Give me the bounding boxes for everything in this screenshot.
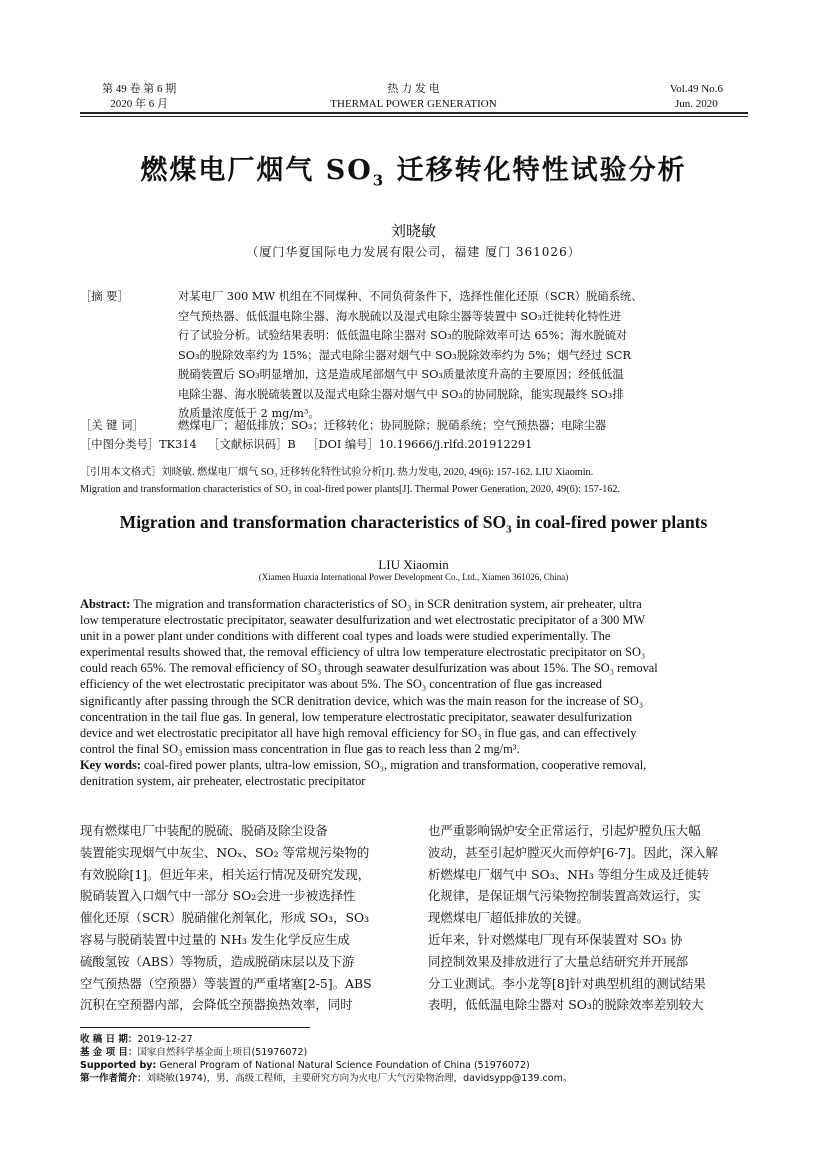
- journal-name-en: THERMAL POWER GENERATION: [330, 98, 497, 110]
- classification-line: [80, 435, 532, 455]
- page-title: [0, 148, 827, 189]
- abstract-en-line: could reach 65%. The removal efficiency of SO₃ through seawater desulfurization was about 15%. The SO₃ removal: [80, 661, 658, 676]
- body-line: 也严重影响锅炉安全正常运行，引起炉膛负压大幅: [428, 823, 701, 838]
- doc-code-label: ［文献标识码］: [208, 438, 288, 451]
- abstract-en-line: significantly after passing through the SCR denitration device, which was the main reason for the increase of SO₃: [80, 693, 644, 708]
- author-cn: 刘晓敏: [390, 222, 436, 240]
- abstract-en-line: low temperature electrostatic precipitator, seawater desulfurization and wet electrostatic precipitator of a 300 MW: [80, 613, 646, 628]
- abstract-cn-line: 脱硝装置后 SO₃明显增加，这是造成尾部烟气中 SO₃质量浓度升高的主要原因；经低低温: [178, 368, 624, 381]
- issue-date-cn: 2020 年 6 月: [110, 98, 168, 110]
- title-text: 燃煤电厂烟气 SO: [140, 155, 373, 186]
- english-affiliation: (Xiamen Huaxia International Power Development Co., Ltd., Xiamen 361026, China): [258, 572, 569, 582]
- body-column-left: [80, 820, 400, 1016]
- body-line: 析燃煤电厂烟气中 SO₃、NH₃ 等组分生成及迁徙转: [428, 866, 710, 882]
- citation-line: Migration and transformation characteristics of SO₃ in coal-fired power plants[J]. Thermal Power Generation, 2020, 49(6): 157-162.: [80, 484, 621, 495]
- abstract-en-line: control the final SO₃ emission mass concentration in flue gas to reach less than 2 mg/m³.: [80, 741, 520, 756]
- supported-label: Supported by:: [80, 1060, 157, 1071]
- citation: [80, 464, 748, 498]
- abstract-en-line: The migration and transformation characteristics of SO₃ in SCR denitration system, air preheater, ultra: [130, 597, 642, 611]
- abstract-en-line: experimental results showed that, the removal efficiency of ultra low temperature electrostatic precipitator on SO₃: [80, 645, 646, 660]
- keywords-en-line: denitration system, air preheater, electrostatic precipitator: [80, 774, 366, 789]
- keywords-cn: 燃煤电厂；超低排放；SO₃；迁移转化；协同脱除；脱硝系统；空气预热器；电除尘器: [178, 419, 607, 432]
- english-title: [0, 512, 827, 536]
- title-text-rest: 迁移转化特性试验分析: [385, 155, 687, 186]
- body-line: 脱硝装置入口烟气中一部分 SO₂会进一步被选择性: [80, 888, 356, 904]
- footnote-rule: [80, 1027, 310, 1028]
- affiliation-cn: （厦门华夏国际电力发展有限公司，福建 厦门 361026）: [246, 245, 581, 259]
- body-line: 空气预热器（空预器）等装置的严重堵塞[2-5]。ABS: [80, 975, 372, 991]
- doc-code: B: [287, 438, 296, 451]
- abstract-cn-line: 电除尘器、海水脱硫装置以及湿式电除尘器对烟气中 SO₃的协同脱除，能实现最终 SO₃排: [178, 387, 624, 401]
- keywords-en-line: coal-fired power plants, ultra-low emission, SO₃, migration and transformation, cooperative removal,: [140, 757, 647, 772]
- abstract-cn-line: 行了试验分析。试验结果表明：低低温电除尘器对 SO₃的脱除效率可达 65%；海水脱硫对: [178, 329, 628, 342]
- abstract-cn-line: 空气预热器、低低温电除尘器、海水脱硫以及湿式电除尘器等装置中 SO₃迁徙转化特性进: [178, 309, 622, 323]
- abstract-en-line: device and wet electrostatic precipitator all have high removal efficiency for SO₃ in flue gas, and can effectively: [80, 725, 637, 740]
- supported-text: General Program of National Natural Science Foundation of China (51976072): [156, 1060, 530, 1071]
- body-line: 表明，低低温电除尘器对 SO₃的脱除效率差别较大: [428, 997, 704, 1013]
- clc-label: ［中图分类号］: [80, 438, 160, 451]
- abstract-cn-label: ［摘 要］: [80, 290, 129, 303]
- clc-code: TK314: [159, 438, 197, 451]
- body-line: 沉积在空预器内部，会降低空预器换热效率，同时: [80, 997, 353, 1013]
- keywords-cn-label: ［关 键 词］: [80, 419, 144, 432]
- citation-line: ［引用本文格式］刘晓敏. 燃煤电厂烟气 SO₃ 迁移转化特性试验分析[J]. 热力发电, 2020, 49(6): 157-162. LIU Xiaomin.: [80, 467, 594, 478]
- body-line: 化规律，是保证烟气污染物控制装置高效运行，实: [428, 888, 701, 904]
- header-rule-thin: [80, 116, 748, 117]
- english-title-subscript: 3: [506, 523, 512, 536]
- abstract-cn-line: 放质量浓度低于 2 mg/m³。: [178, 407, 320, 420]
- abstract-cn-line: SO₃的脱除效率约为 15%；湿式电除尘器对烟气中 SO₃脱除效率约为 5%；烟气经过 SCR: [178, 348, 631, 362]
- received-date: 2019-12-27: [137, 1034, 193, 1045]
- abstract-en-line: efficiency of the wet electrostatic precipitator was about 5%. The SO₃ concentration of flue gas increased: [80, 677, 602, 692]
- body-line: 容易与脱硝装置中过量的 NH₃ 发生化学反应生成: [80, 931, 350, 947]
- issue-volume-cn: 第 49 卷 第 6 期: [102, 83, 177, 95]
- abstract-en-line: unit in a power plant under conditions with different coal types and loads were studied experimentally. The: [80, 629, 611, 644]
- body-line: 现有燃煤电厂中装配的脱硫、脱硝及除尘设备: [80, 823, 328, 838]
- body-line: 硫酸氢铵（ABS）等物质，造成脱硝床层以及下游: [80, 953, 355, 969]
- journal-name-cn: 热 力 发 电: [387, 83, 440, 95]
- fund-text: 国家自然科学基金面上项目(51976072): [137, 1047, 308, 1058]
- body-line: 现燃煤电厂超低排放的关键。: [428, 910, 590, 926]
- keywords-en-label: Key words:: [80, 757, 141, 772]
- footnotes: [80, 1033, 572, 1085]
- english-author: LIU Xiaomin: [378, 557, 449, 572]
- received-label: 收 稿 日 期：: [80, 1034, 138, 1045]
- body-line: 同控制效果及排放进行了大量总结研究并开展部: [428, 953, 689, 969]
- issue-date-en: Jun. 2020: [674, 98, 718, 110]
- body-line: 有效脱除[1]。但近年来，相关运行情况及研究发现，: [80, 866, 371, 882]
- issue-volume-en: Vol.49 No.6: [669, 83, 723, 95]
- english-abstract: [80, 596, 748, 789]
- body-line: 催化还原（SCR）脱硝催化剂氧化，形成 SO₃，SO₃: [80, 910, 370, 926]
- english-title-text-rest: in coal-fired power plants: [511, 512, 708, 532]
- doi-value: 10.19666/j.rlfd.201912291: [378, 438, 533, 451]
- first-author-text: 刘晓敏(1974)，男，高级工程师，主要研究方向为火电厂大气污染物治理，davidsypp@139.com。: [146, 1073, 573, 1084]
- body-line: 近年来，针对燃煤电厂现有环保装置对 SO₃ 协: [428, 931, 683, 947]
- fund-label: 基 金 项 目：: [80, 1047, 138, 1058]
- body-line: 装置能实现烟气中灰尘、NOₓ、SO₂ 等常规污染物的: [80, 844, 370, 860]
- abstract-en-label: Abstract:: [80, 597, 131, 611]
- header-rule-thick: [80, 112, 748, 114]
- first-author-label: 第一作者简介：: [80, 1073, 147, 1084]
- body-line: 波动，甚至引起炉膛灭火而停炉[6-7]。因此，深入解: [428, 844, 718, 860]
- body-column-right: [428, 820, 748, 1016]
- abstract-en-line: concentration in the tail flue gas. In general, low temperature electrostatic precipitator, seawater desulfurization: [80, 709, 633, 724]
- title-subscript: 3: [372, 171, 386, 190]
- abstract-cn-line: 对某电厂 300 MW 机组在不同煤种、不同负荷条件下，选择性催化还原（SCR）脱硝系统、: [178, 290, 643, 303]
- journal-issue-en: [670, 82, 723, 112]
- body-line: 分工业测试。李小龙等[8]针对典型机组的测试结果: [428, 975, 706, 991]
- doi-label: ［DOI 编号］: [307, 438, 379, 451]
- abstract-cn: [178, 287, 748, 424]
- english-title-text: Migration and transformation characteristics of SO: [119, 512, 507, 532]
